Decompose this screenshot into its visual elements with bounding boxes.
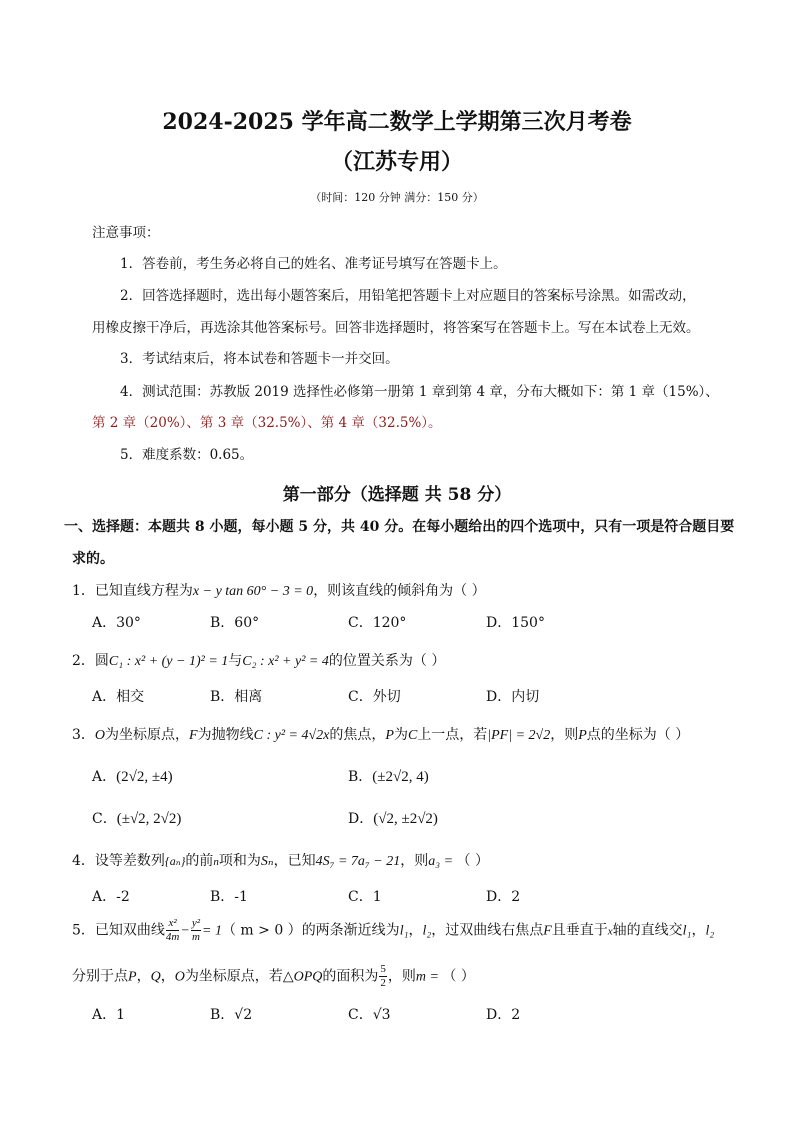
exam-title: 2024-2025 学年高二数学上学期第三次月考卷 [162, 109, 632, 135]
q3-option-b: B．(±2√2, 4) [348, 769, 429, 785]
notice-heading: 注意事项： [92, 225, 160, 241]
q4-sequence: {aₙ} [164, 854, 186, 868]
q3-condition: |PF| = 2√2 [487, 728, 551, 743]
notice-item-2-line-1: 2．回答选择题时，选出每小题答案后，用铅笔把答题卡上对应题目的答案标号涂黑。如需改动， [120, 288, 696, 304]
exam-meta: （时间：120 分钟 满分：150 分） [310, 191, 484, 204]
exam-subtitle: （江苏专用） [330, 149, 463, 175]
question-4: 4．设等差数列{aₙ}的前n项和为Sₙ，已知4S₇ = 7a₇ − 21，则a₃ = （ ） [72, 853, 489, 869]
notice-item-5: 5．难度系数：0.65。 [120, 447, 254, 463]
q4-option-a: A．-2 [92, 889, 130, 905]
q4-option-b: B．-1 [210, 889, 248, 905]
part-title: 第一部分（选择题 共 58 分） [282, 485, 512, 505]
q1-equation: x − y tan 60° − 3 = 0 [192, 584, 314, 599]
q1-option-c: C．120° [348, 615, 407, 631]
q5-option-b: B．√2 [210, 1007, 253, 1023]
q5-area-fraction: $\frac{5}{2}$ [380, 963, 386, 989]
q1-option-a: A．30° [92, 615, 141, 631]
q1-option-b: B．60° [210, 615, 260, 631]
q5-fraction-x: $\frac{\text{x²}}{4m}$ [165, 917, 180, 943]
q5-option-a: A．1 [92, 1007, 126, 1023]
q2-option-b: B．相离 [210, 689, 263, 705]
q5-fraction-y: $\frac{\text{y²}}{m}$ [191, 917, 201, 943]
q3-option-a: A．(2√2, ±4) [92, 769, 173, 785]
question-2: 2．圆C₁ : x² + (y − 1)² = 1与C₂ : x² + y² = 4的位置关系为（ ） [72, 653, 446, 669]
q3-option-c: C．(±√2, 2√2) [92, 811, 182, 827]
q3-option-d: D．(√2, ±2√2) [348, 811, 438, 827]
q5-option-d: D．2 [486, 1007, 521, 1023]
notice-item-3: 3．考试结束后，将本试卷和答题卡一并交回。 [120, 351, 399, 367]
notice-item-2-line-2: 用橡皮擦干净后，再选涂其他答案标号。回答非选择题时，将答案写在答题卡上。写在本试卷上无效。 [92, 320, 700, 336]
notice-item-4-line-2: 第 2 章（20%）、第 3 章（32.5%）、第 4 章（32.5%）。 [92, 415, 442, 431]
section-instruction-line-2: 求的。 [72, 551, 114, 567]
q2-option-a: A．相交 [92, 689, 145, 705]
q2-option-d: D．内切 [486, 689, 540, 705]
section-instruction-line-1: 一、选择题：本题共 8 小题，每小题 5 分，共 40 分。在每小题给出的四个选项中，只有一项是符合题目要 [64, 519, 735, 535]
notice-item-4-line-1: 4．测试范围：苏教版 2019 选择性必修第一册第 1 章到第 4 章，分布大概如下：第 1 章（15%）、 [120, 384, 719, 400]
q3-parabola: C : y² = 4√2x [253, 728, 330, 743]
question-1: 1．已知直线方程为x − y tan 60° − 3 = 0，则该直线的倾斜角为（ ） [72, 583, 486, 599]
q4-equation: 4S₇ = 7a₇ − 21 [315, 854, 401, 869]
q4-option-c: C．1 [348, 889, 382, 905]
question-3: 3．O为坐标原点，F为抛物线C : y² = 4√2x的焦点，P为C上一点，若|PF| = 2√2，则P点的坐标为（ ） [72, 727, 690, 743]
question-5-line-2: 分别于点P，Q，O为坐标原点，若△OPQ的面积为 $\frac{5}{2}$ ，则m = （ ） [72, 963, 475, 989]
q5-option-c: C．√3 [348, 1007, 391, 1023]
question-5: 5．已知双曲线 $\frac{\text{x²}}{4m}$ − $\frac{\text{y²}}{m}$ = 1（ m > 0 ）的两条渐近线为l₁，l₂，过双曲线右焦点F且垂直于x轴的直线交l₁，l₂ [72, 917, 715, 943]
q2-circle-1: C₁ : x² + (y − 1)² = 1 [108, 654, 229, 669]
q2-circle-2: C₂ : x² + y² = 4 [242, 654, 329, 669]
notice-item-1: 1．答卷前，考生务必将自己的姓名、准考证号填写在答题卡上。 [120, 256, 507, 272]
q2-option-c: C．外切 [348, 689, 401, 705]
q1-option-d: D．150° [486, 615, 545, 631]
q4-option-d: D．2 [486, 889, 521, 905]
